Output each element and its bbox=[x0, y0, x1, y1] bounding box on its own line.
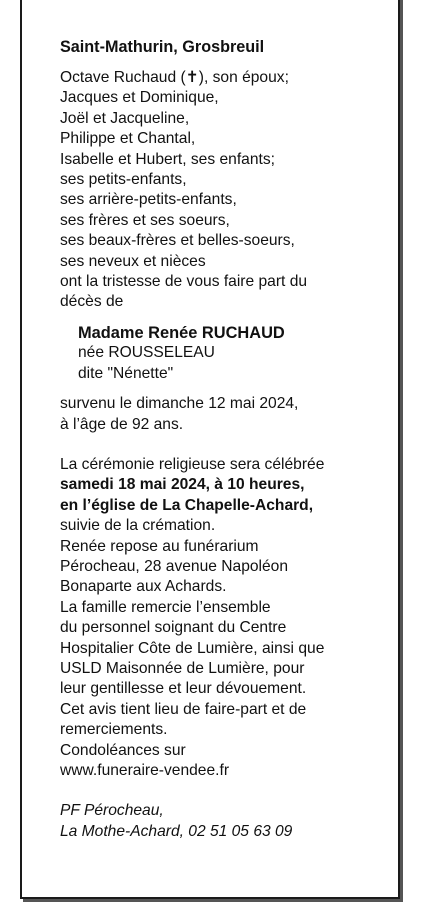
family-line: Isabelle et Hubert, ses enfants; bbox=[60, 150, 275, 168]
family-line: ses frères et ses soeurs, bbox=[60, 211, 230, 229]
ceremony-line: Bonaparte aux Achards. bbox=[60, 578, 227, 596]
ceremony-line: suivie de la crémation. bbox=[60, 517, 216, 535]
family-line: décès de bbox=[60, 293, 124, 311]
family-line: ses neveux et nièces bbox=[60, 252, 206, 270]
funeral-home-signature bbox=[60, 801, 382, 842]
deceased-birth-name: née ROUSSELEAU bbox=[78, 344, 215, 362]
family-line: Octave Ruchaud (✝), son époux; bbox=[60, 69, 289, 86]
ceremony-line: USLD Maisonnée de Lumière, pour bbox=[60, 659, 305, 677]
funeral-home-contact: La Mothe-Achard, 02 51 05 63 09 bbox=[60, 822, 293, 840]
family-line: ses petits-enfants, bbox=[60, 171, 187, 189]
ceremony-details bbox=[60, 455, 382, 782]
notice-heading: Saint-Mathurin, Grosbreuil bbox=[60, 38, 265, 56]
ceremony-date: samedi 18 mai 2024, à 10 heures, bbox=[60, 476, 305, 494]
ceremony-line: Hospitalier Côte de Lumière, ainsi que bbox=[60, 639, 325, 657]
ceremony-line: Cet avis tient lieu de faire-part et de bbox=[60, 700, 307, 718]
obituary-notice bbox=[60, 36, 382, 842]
family-line: ses arrière-petits-enfants, bbox=[60, 191, 237, 209]
family-list bbox=[60, 68, 382, 313]
ceremony-line: leur gentillesse et leur dévouement. bbox=[60, 680, 307, 698]
family-line: Philippe et Chantal, bbox=[60, 130, 196, 148]
deceased-nickname: dite "Nénette" bbox=[78, 364, 174, 382]
death-line: survenu le dimanche 12 mai 2024, bbox=[60, 395, 299, 413]
ceremony-line: Renée repose au funérarium bbox=[60, 537, 259, 555]
ceremony-intro: La cérémonie religieuse sera célébrée bbox=[60, 455, 325, 473]
deceased-name: Madame Renée RUCHAUD bbox=[78, 323, 285, 342]
deceased-block bbox=[78, 323, 382, 384]
ceremony-line: La famille remercie l’ensemble bbox=[60, 598, 271, 616]
paragraph-gap bbox=[60, 781, 382, 801]
paragraph-gap bbox=[60, 435, 382, 455]
website-link[interactable]: www.funeraire-vendee.fr bbox=[60, 762, 230, 779]
funeral-home-name: PF Pérocheau, bbox=[60, 802, 164, 820]
family-line: ses beaux-frères et belles-soeurs, bbox=[60, 232, 295, 250]
ceremony-line: Condoléances sur bbox=[60, 741, 186, 759]
family-line: Jacques et Dominique, bbox=[60, 89, 219, 107]
ceremony-line: remerciements. bbox=[60, 721, 168, 739]
death-details bbox=[60, 394, 382, 435]
ceremony-line: Pérocheau, 28 avenue Napoléon bbox=[60, 557, 289, 575]
family-line: Joël et Jacqueline, bbox=[60, 109, 190, 127]
ceremony-line: du personnel soignant du Centre bbox=[60, 619, 287, 637]
ceremony-place: en l’église de La Chapelle-Achard, bbox=[60, 496, 314, 514]
family-line: ont la tristesse de vous faire part du bbox=[60, 273, 308, 291]
death-line: à l’âge de 92 ans. bbox=[60, 415, 184, 433]
